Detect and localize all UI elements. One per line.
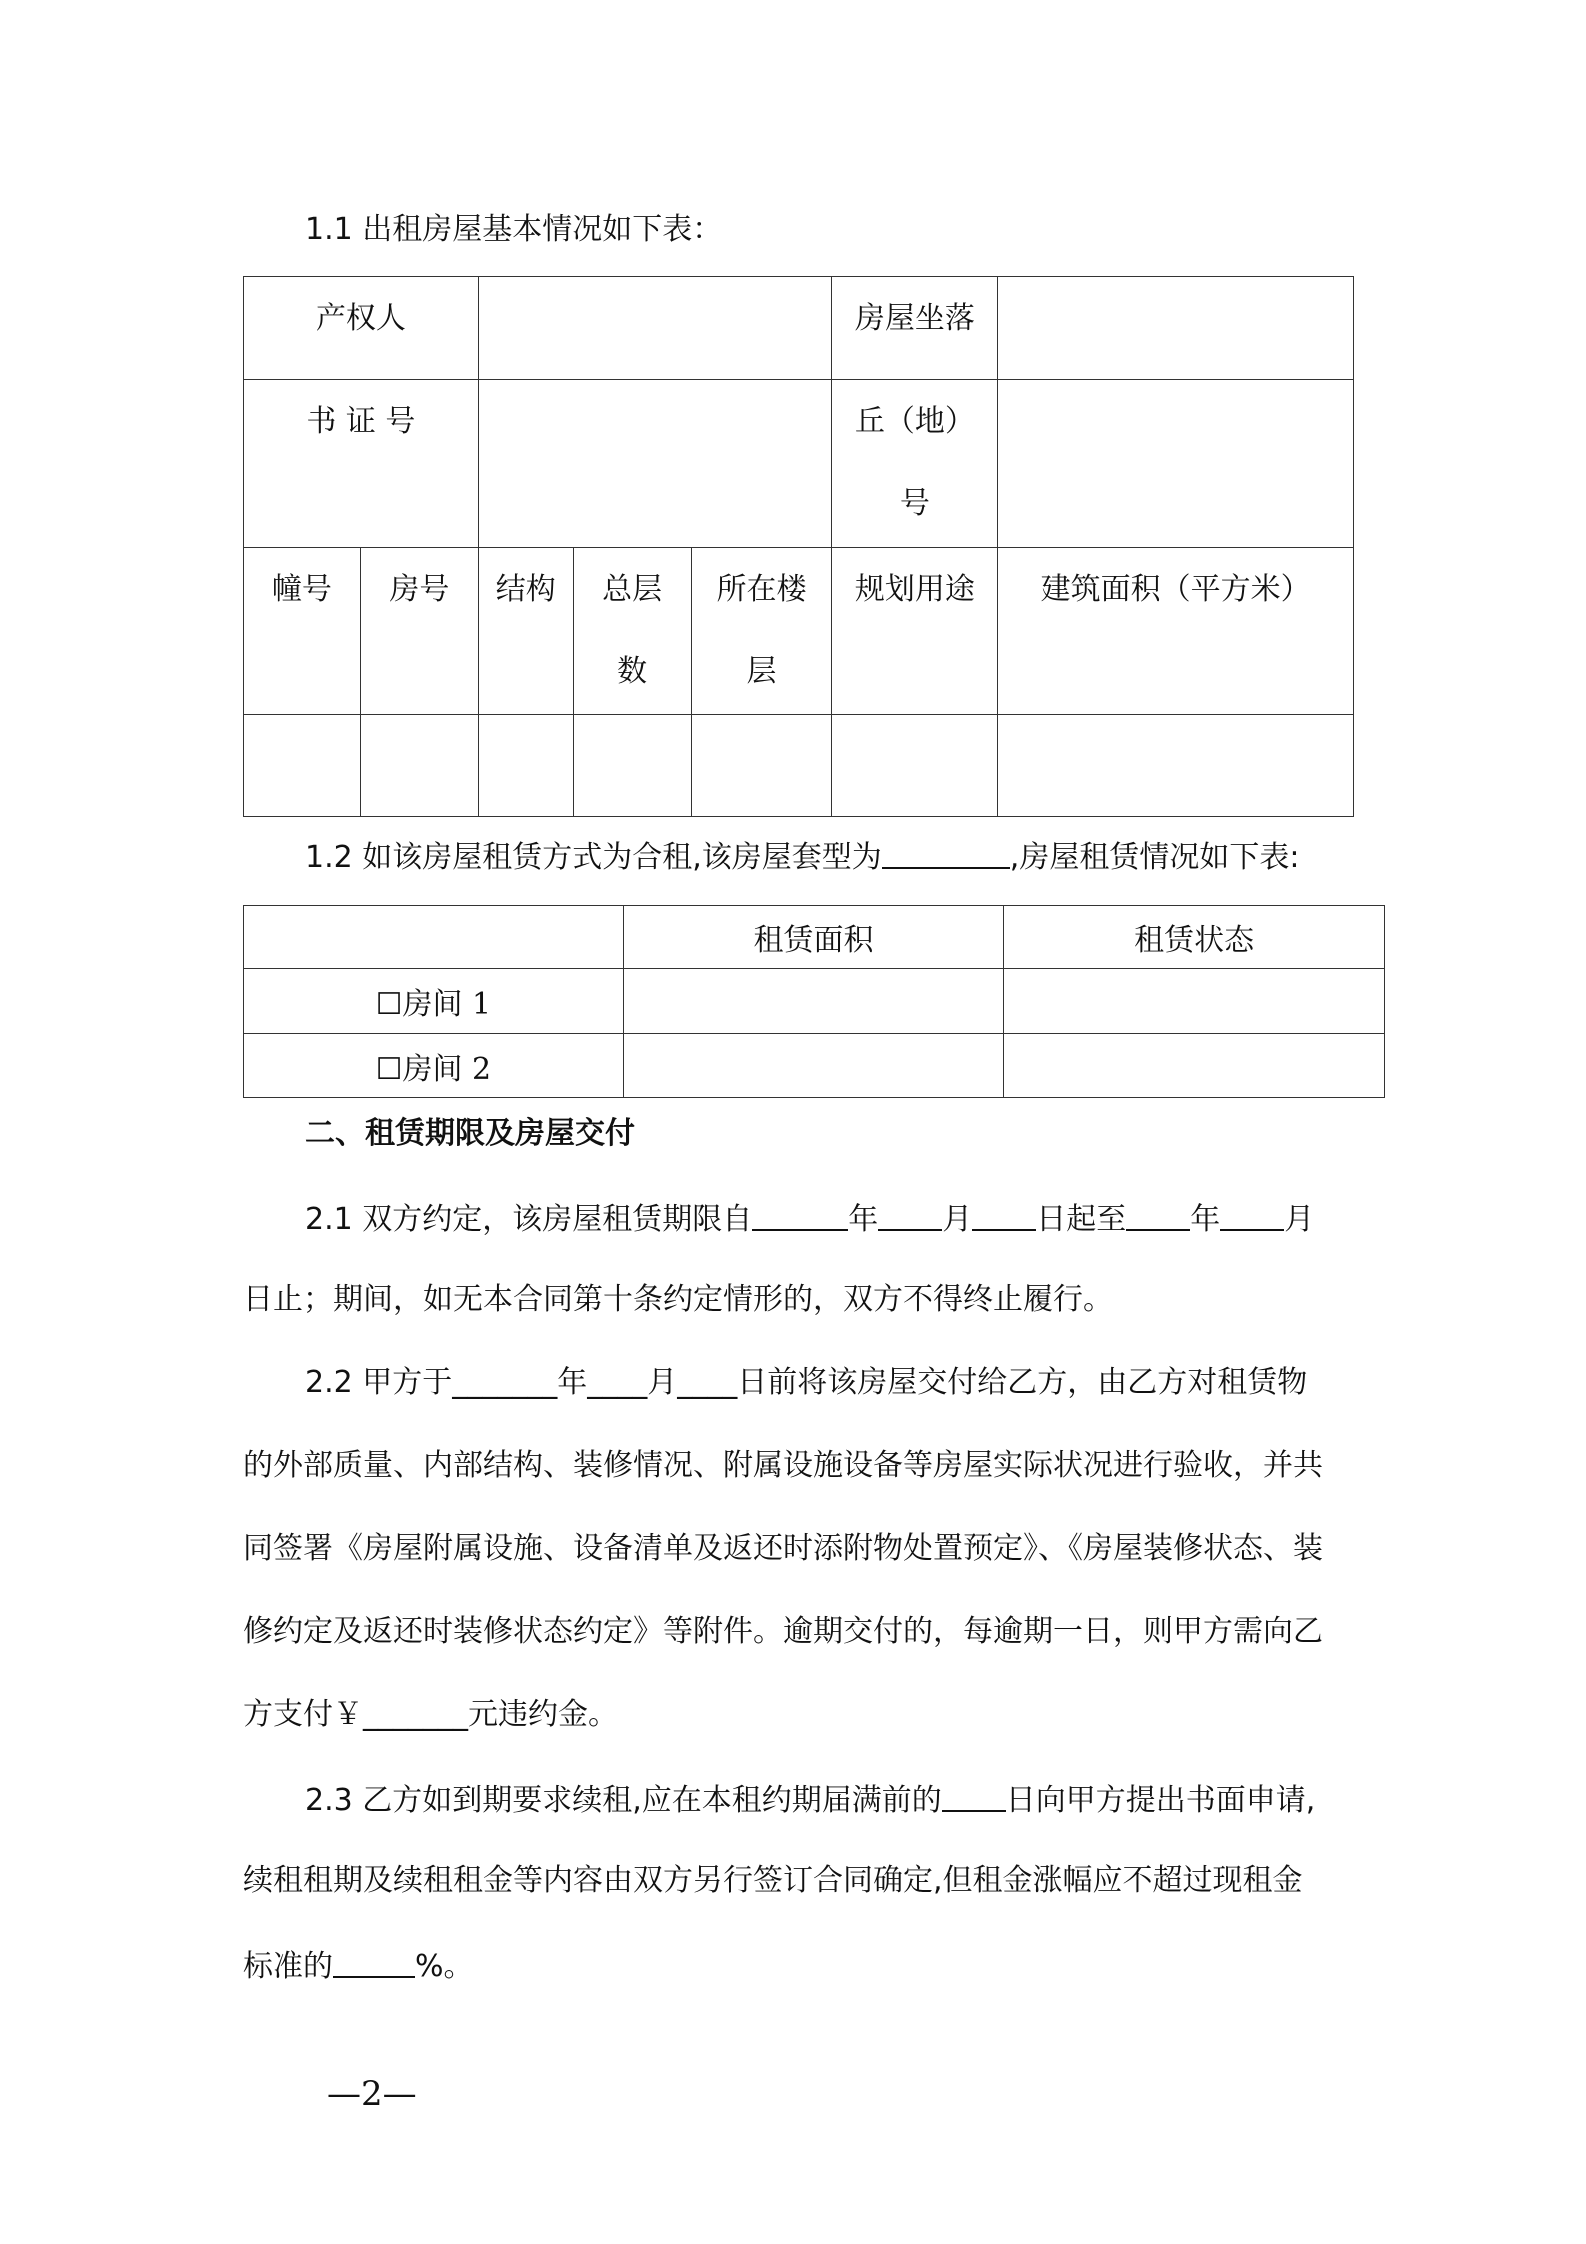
renewal-days-blank[interactable] (942, 1778, 1006, 1812)
start-month-blank[interactable] (878, 1197, 942, 1231)
location-label: 房屋坐落 (832, 277, 998, 380)
start-year-blank[interactable] (752, 1197, 848, 1231)
total-floors-label: 总层 数 (573, 548, 691, 715)
end-month-blank[interactable] (1220, 1197, 1284, 1231)
cert-no-value (478, 380, 832, 548)
owner-value (478, 277, 832, 380)
area-label: 建筑面积（平方米） (998, 548, 1354, 715)
usage-value (832, 715, 998, 817)
room-no-value (360, 715, 478, 817)
structure-value (478, 715, 573, 817)
area-value (998, 715, 1354, 817)
cert-no-label: 书 证 号 (244, 380, 479, 548)
usage-label: 规划用途 (832, 548, 998, 715)
building-no-value (244, 715, 361, 817)
section-1-1-heading: 1.1 出租房屋基本情况如下表： (305, 212, 723, 247)
rent-increase-blank[interactable] (333, 1944, 415, 1978)
total-floors-value (573, 715, 691, 817)
lot-value (998, 380, 1354, 548)
section-1-2-text: 1.2 如该房屋租赁方式为合租,该房屋套型为 ,房屋租赁情况如下表: (305, 835, 1299, 878)
room-header (244, 906, 624, 969)
building-no-label: 幢号 (244, 548, 361, 715)
clause-2-2-line-1: 2.2 甲方于_______年____月____日前将该房屋交付给乙方，由乙方对租赁物 (305, 1365, 1308, 1400)
clause-2-2-line-2: 的外部质量、内部结构、装修情况、附属设施设备等房屋实际状况进行验收，并共 (243, 1448, 1323, 1483)
clause-2-3-line-2: 续租租期及续租租金等内容由双方另行签订合同确定,但租金涨幅应不超过现租金 (243, 1863, 1303, 1898)
room-1-checkbox[interactable]: ☐房间 1 (244, 969, 624, 1034)
room-rental-table (243, 905, 1385, 1098)
room-1-area (623, 969, 1004, 1034)
room-1-status (1004, 969, 1385, 1034)
room-2-status (1004, 1034, 1385, 1098)
location-value (998, 277, 1354, 380)
clause-2-3-line-1: 2.3 乙方如到期要求续租,应在本租约期届满前的 日向甲方提出书面申请, (305, 1778, 1315, 1821)
room-no-label: 房号 (360, 548, 478, 715)
end-year-blank[interactable] (1126, 1197, 1190, 1231)
unit-type-blank[interactable] (882, 835, 1010, 869)
clause-2-2-line-3: 同签署《房屋附属设施、设备清单及返还时添附物处置预定》、《房屋装修状态、装 (243, 1531, 1323, 1566)
clause-2-1-line-2: 日止；期间，如无本合同第十条约定情形的，双方不得终止履行。 (243, 1282, 1113, 1317)
rental-status-header: 租赁状态 (1004, 906, 1385, 969)
room-2-area (623, 1034, 1004, 1098)
section-2-title: 二、租赁期限及房屋交付 (305, 1116, 635, 1151)
clause-2-3-line-3: 标准的 %。 (243, 1944, 474, 1987)
floor-value (691, 715, 832, 817)
lot-label: 丘（地） 号 (832, 380, 998, 548)
owner-label: 产权人 (244, 277, 479, 380)
structure-label: 结构 (478, 548, 573, 715)
clause-2-2-line-5: 方支付￥_______元违约金。 (243, 1697, 618, 1732)
floor-label: 所在楼 层 (691, 548, 832, 715)
rental-area-header: 租赁面积 (623, 906, 1004, 969)
room-2-checkbox[interactable]: ☐房间 2 (244, 1034, 624, 1098)
property-info-table (243, 276, 1354, 817)
page-number: —2— (327, 2074, 417, 2114)
clause-2-1-line-1: 2.1 双方约定，该房屋租赁期限自 年 月 日起至 年 月 (305, 1197, 1314, 1240)
start-day-blank[interactable] (972, 1197, 1036, 1231)
clause-2-2-line-4: 修约定及返还时装修状态约定》等附件。逾期交付的，每逾期一日，则甲方需向乙 (243, 1614, 1323, 1649)
